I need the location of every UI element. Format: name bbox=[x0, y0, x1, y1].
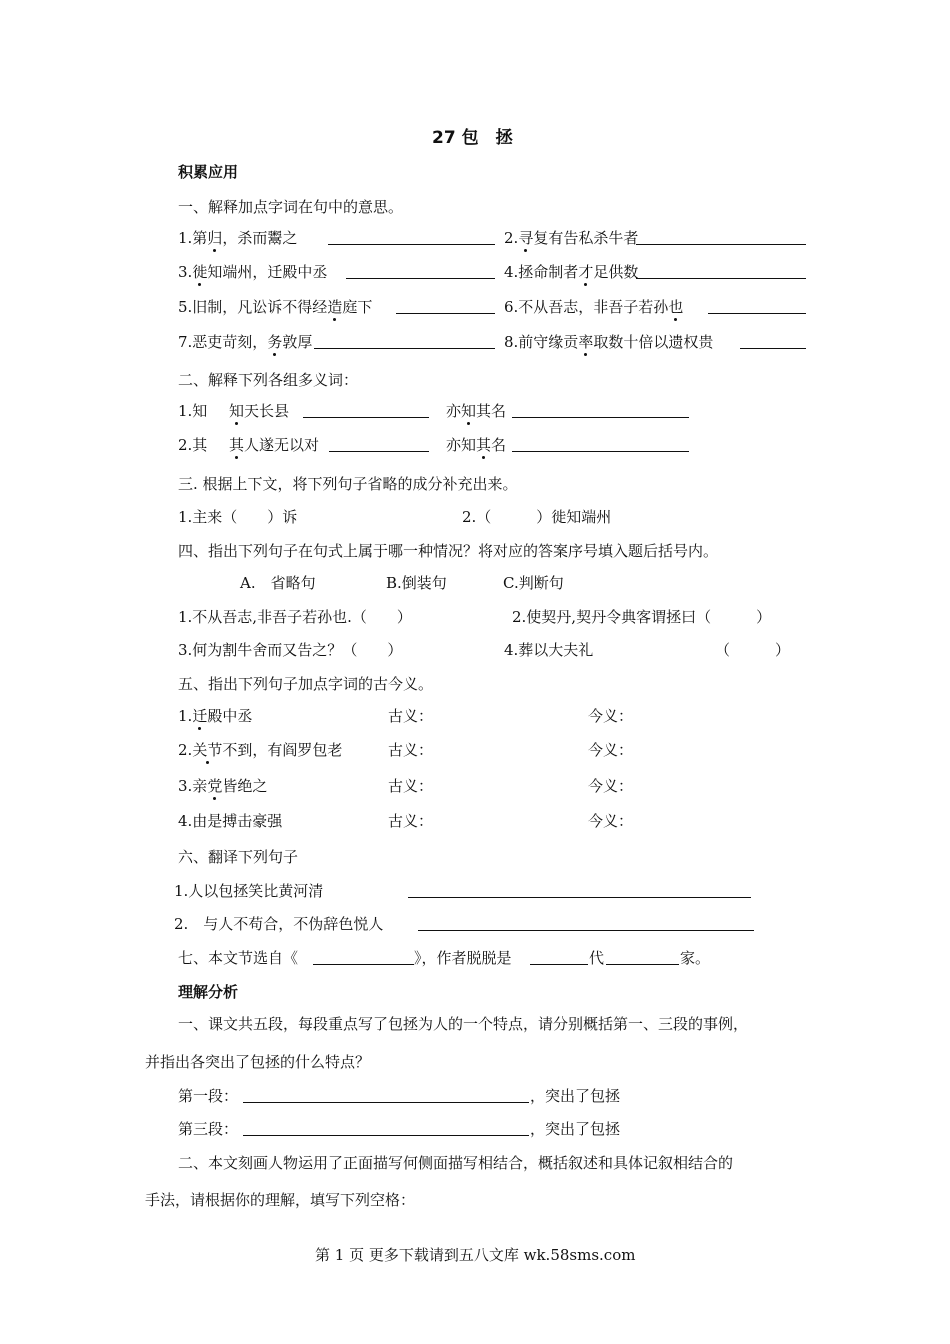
answer-blank[interactable] bbox=[346, 278, 495, 279]
item-text: 3.亲党皆绝之 bbox=[178, 777, 268, 795]
item-text: 4.由是搏击豪强 bbox=[178, 812, 283, 830]
item-text: 5.旧制，凡讼诉不得经造庭下 bbox=[178, 298, 373, 316]
item-label: 1.知 bbox=[178, 402, 208, 420]
q7-text-b: 》，作者脱脱是 bbox=[414, 949, 512, 967]
answer-label: 第一段： bbox=[178, 1087, 239, 1105]
item-text: 2. 与人不苟合，不伪辞色悦人 bbox=[174, 915, 384, 933]
answer-blank[interactable] bbox=[408, 897, 751, 898]
answer-blank[interactable] bbox=[328, 244, 495, 245]
item-text: 其人遂无以对 bbox=[229, 436, 320, 454]
answer-blank[interactable] bbox=[313, 964, 414, 965]
item-text: 2.关节不到，有阎罗包老 bbox=[178, 741, 343, 759]
answer-tail: ，突出了包拯 bbox=[530, 1087, 621, 1105]
jin-label: 今义： bbox=[588, 812, 634, 830]
item-text: 亦知其名 bbox=[446, 402, 507, 420]
item-text: 2.（ ）徙知端州 bbox=[462, 508, 612, 526]
item-text: 4.拯命制者才足供数 bbox=[504, 263, 639, 281]
section-heading: 理解分析 bbox=[178, 983, 239, 1001]
item-text: 8.前守缘贡率取数十倍以遗权贵 bbox=[504, 333, 714, 351]
paragraph-line: 手法，请根据你的理解，填写下列空格： bbox=[145, 1191, 416, 1209]
answer-blank[interactable] bbox=[512, 451, 689, 452]
q7-text-d: 家。 bbox=[680, 949, 711, 967]
paragraph-line: 二、本文刻画人物运用了正面描写何侧面描写相结合，概括叙述和具体记叙相结合的 bbox=[178, 1154, 734, 1172]
answer-blank[interactable] bbox=[243, 1102, 529, 1103]
answer-bracket: （ ） bbox=[715, 641, 791, 659]
gu-label: 古义： bbox=[388, 812, 434, 830]
gu-label: 古义： bbox=[388, 777, 434, 795]
answer-blank[interactable] bbox=[708, 313, 806, 314]
option-b: B.倒装句 bbox=[386, 574, 447, 592]
answer-blank[interactable] bbox=[636, 278, 806, 279]
section-heading: 积累应用 bbox=[178, 163, 239, 181]
jin-label: 今义： bbox=[588, 707, 634, 725]
item-text: 3.徙知端州，迁殿中丞 bbox=[178, 263, 328, 281]
answer-blank[interactable] bbox=[329, 451, 429, 452]
item-text: 1.主来（ ）诉 bbox=[178, 508, 298, 526]
answer-blank[interactable] bbox=[418, 930, 754, 931]
item-text: 2.寻复有告私杀牛者 bbox=[504, 229, 639, 247]
question-heading: 五、指出下列句子加点字词的古今义。 bbox=[178, 675, 434, 693]
item-label: 2.其 bbox=[178, 436, 208, 454]
item-text: 知天长县 bbox=[229, 402, 290, 420]
question-heading: 一、解释加点字词在句中的意思。 bbox=[178, 198, 404, 216]
answer-blank[interactable] bbox=[314, 348, 495, 349]
page-footer: 第 1 页 更多下载请到五八文库 wk.58sms.com bbox=[315, 1246, 636, 1264]
jin-label: 今义： bbox=[588, 741, 634, 759]
q7-text-a: 七、本文节选自《 bbox=[178, 949, 299, 967]
answer-blank[interactable] bbox=[740, 348, 806, 349]
option-a: A. 省略句 bbox=[240, 574, 316, 592]
answer-tail: ，突出了包拯 bbox=[530, 1120, 621, 1138]
question-heading: 四、指出下列句子在句式上属于哪一种情况？将对应的答案序号填入题后括号内。 bbox=[178, 542, 719, 560]
answer-blank[interactable] bbox=[396, 313, 495, 314]
item-text: 1.第归，杀而鬻之 bbox=[178, 229, 298, 247]
answer-blank[interactable] bbox=[606, 964, 679, 965]
item-text: 2.使契丹,契丹令典客谓拯曰（ ） bbox=[512, 608, 772, 626]
answer-blank[interactable] bbox=[303, 417, 429, 418]
gu-label: 古义： bbox=[388, 741, 434, 759]
item-text: 1.不从吾志,非吾子若孙也.（ ） bbox=[178, 608, 412, 626]
item-text: 4.葬以大夫礼 bbox=[504, 641, 594, 659]
question-heading: 二、解释下列各组多义词： bbox=[178, 371, 359, 389]
paragraph-line: 并指出各突出了包拯的什么特点？ bbox=[145, 1053, 371, 1071]
page-title: 27 包 拯 bbox=[432, 128, 513, 148]
answer-blank[interactable] bbox=[243, 1135, 529, 1136]
answer-label: 第三段： bbox=[178, 1120, 239, 1138]
paragraph-line: 一、课文共五段，每段重点写了包拯为人的一个特点，请分别概括第一、三段的事例， bbox=[178, 1015, 749, 1033]
item-text: 3.何为割牛舍而又告之？（ ） bbox=[178, 641, 403, 659]
question-heading: 三. 根据上下文，将下列句子省略的成分补充出来。 bbox=[178, 475, 518, 493]
item-text: 1.迁殿中丞 bbox=[178, 707, 253, 725]
option-c: C.判断句 bbox=[503, 574, 564, 592]
item-text: 1.人以包拯笑比黄河清 bbox=[174, 882, 324, 900]
answer-blank[interactable] bbox=[530, 964, 588, 965]
jin-label: 今义： bbox=[588, 777, 634, 795]
item-text: 6.不从吾志，非吾子若孙也 bbox=[504, 298, 684, 316]
answer-blank[interactable] bbox=[636, 244, 806, 245]
item-text: 亦知其名 bbox=[446, 436, 507, 454]
item-text: 7.恶吏苛刻，务敦厚 bbox=[178, 333, 313, 351]
question-heading: 六、翻译下列句子 bbox=[178, 848, 299, 866]
answer-blank[interactable] bbox=[512, 417, 689, 418]
q7-text-c: 代 bbox=[589, 949, 605, 967]
gu-label: 古义： bbox=[388, 707, 434, 725]
